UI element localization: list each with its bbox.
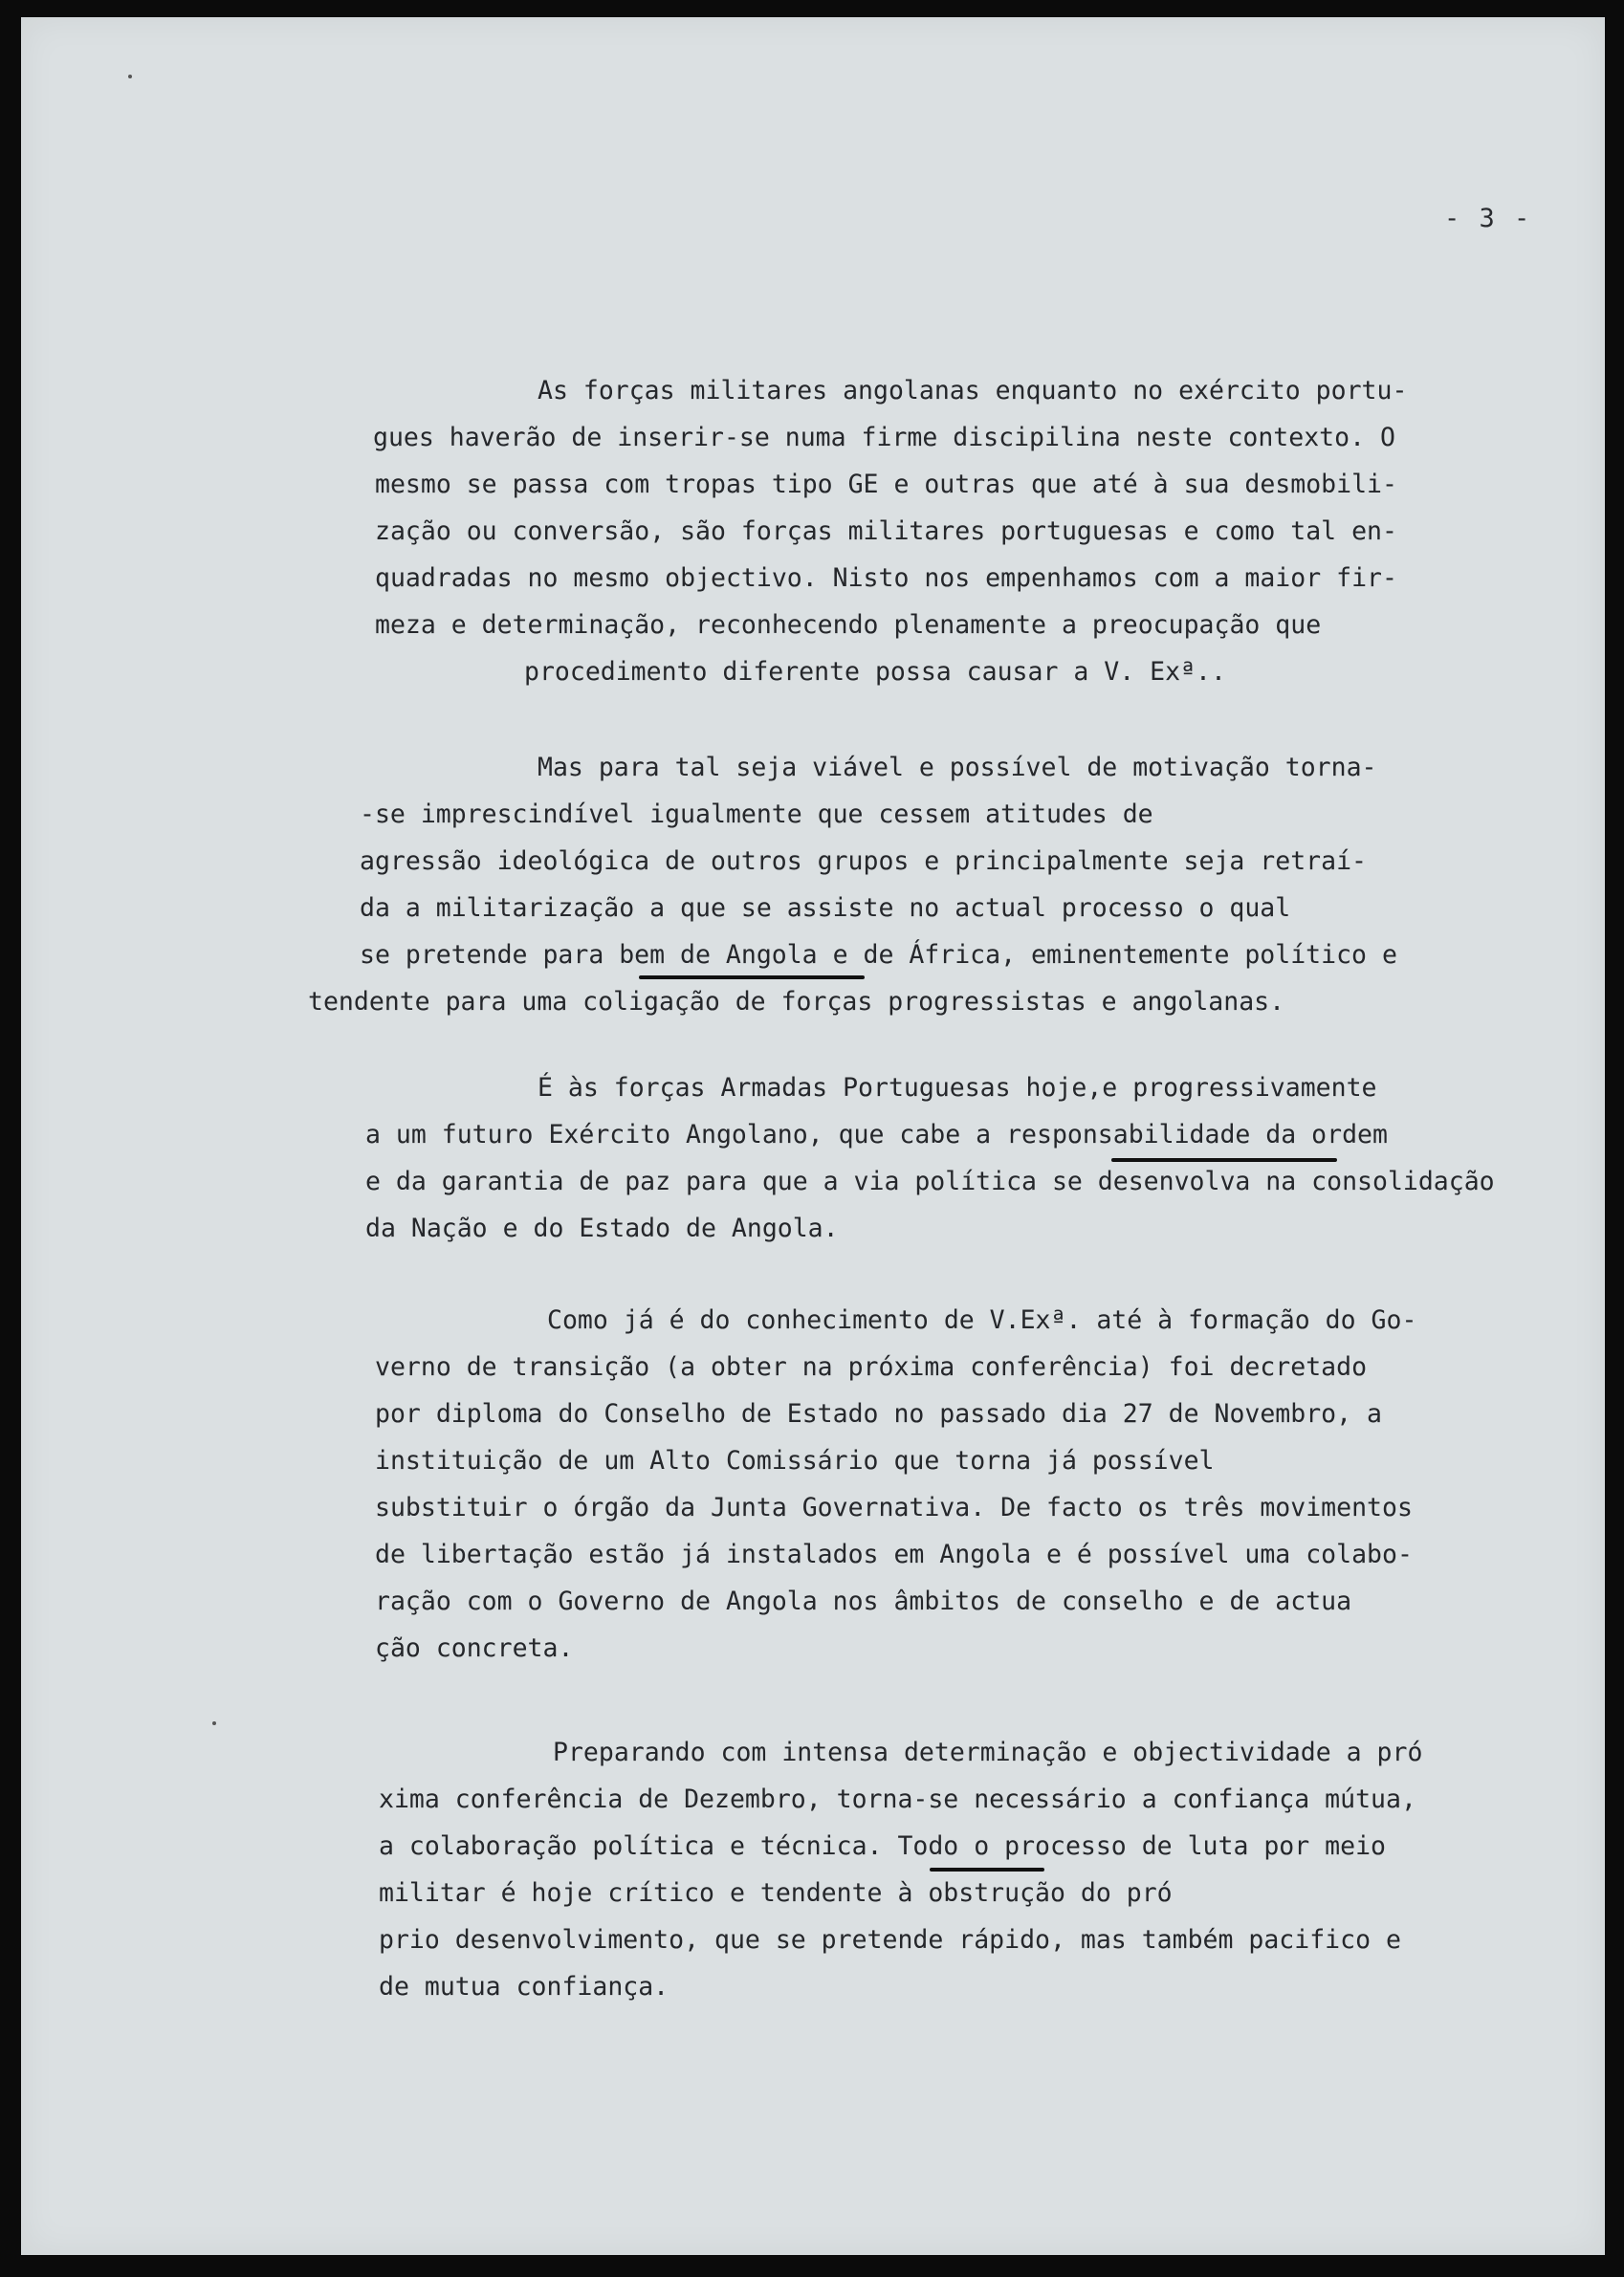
text-line: ração com o Governo de Angola nos âmbitos de conselho e de actua — [375, 1587, 1352, 1616]
text-line: substituir o órgão da Junta Governativa. De facto os três movimentos — [375, 1493, 1413, 1522]
document-page — [21, 17, 1605, 2255]
text-line: de libertação estão já instalados em Angola e é possível uma colabo- — [375, 1540, 1413, 1569]
text-line: meza e determinação, reconhecendo plenamente a preocupação que — [375, 610, 1322, 640]
text-line: procedimento diferente possa causar a V. Exª.. — [524, 657, 1226, 687]
text-line: xima conferência de Dezembro, torna-se necessário a confiança mútua, — [379, 1784, 1416, 1814]
strikethrough-mark — [1111, 1158, 1337, 1162]
text-line: de mutua confiança. — [379, 1972, 669, 2002]
text-line: agressão ideológica de outros grupos e principalmente seja retraí- — [360, 846, 1367, 876]
page-number: - 3 - — [1444, 204, 1532, 233]
text-line: instituição de um Alto Comissário que torna já possível — [375, 1446, 1215, 1476]
text-line: prio desenvolvimento, que se pretende rápido, mas também pacifico e — [379, 1925, 1401, 1955]
paper-speck — [212, 1721, 216, 1725]
text-line: As forças militares angolanas enquanto no exército portu- — [538, 376, 1408, 405]
text-line: da a militarização a que se assiste no actual processo o qual — [360, 893, 1291, 923]
text-line: Mas para tal seja viável e possível de motivação torna- — [538, 753, 1377, 782]
text-line: verno de transição (a obter na próxima conferência) foi decretado — [375, 1352, 1368, 1382]
text-line: ção concreta. — [375, 1633, 574, 1663]
text-line: se pretende para bem de Angola e de África, eminentemente político e — [360, 940, 1397, 970]
paragraph-conferencia-dezembro — [21, 1729, 1422, 2010]
strikethrough-mark — [639, 975, 865, 979]
text-line: gues haverão de inserir-se numa firme discipilina neste contexto. O — [373, 423, 1395, 452]
paragraph-forcas-militares — [21, 367, 1407, 695]
text-line: a um futuro Exército Angolano, que cabe a responsabilidade da ordem — [365, 1120, 1388, 1149]
text-line: -se imprescindível igualmente que cessem atitudes de — [360, 799, 1153, 829]
text-line: Como já é do conhecimento de V.Exª. até à formação do Go- — [547, 1305, 1417, 1335]
text-line: da Nação e do Estado de Angola. — [365, 1214, 839, 1243]
text-line: por diploma do Conselho de Estado no passado dia 27 de Novembro, a — [375, 1399, 1382, 1429]
text-line: e da garantia de paz para que a via política se desenvolva na consolidação — [365, 1167, 1495, 1196]
text-line: quadradas no mesmo objectivo. Nisto nos empenhamos com a maior fir- — [375, 563, 1397, 593]
text-line: É às forças Armadas Portuguesas hoje,e progressivamente — [538, 1073, 1377, 1103]
text-line: militar é hoje crítico e tendente à obstrução do pró — [379, 1878, 1173, 1908]
text-line: mesmo se passa com tropas tipo GE e outras que até à sua desmobili- — [375, 470, 1397, 499]
paragraph-governo-transicao — [21, 1297, 1416, 1672]
text-line: a colaboração política e técnica. Todo o processo de luta por meio — [379, 1831, 1386, 1861]
text-line: tendente para uma coligação de forças progressistas e angolanas. — [308, 987, 1285, 1017]
paper-speck — [128, 75, 132, 78]
pen-stroke — [930, 1868, 1044, 1872]
paragraph-motivacao — [21, 744, 1397, 1025]
text-line: zação ou conversão, são forças militares portuguesas e como tal en- — [375, 516, 1397, 546]
text-line: Preparando com intensa determinação e objectividade a pró — [553, 1738, 1423, 1767]
